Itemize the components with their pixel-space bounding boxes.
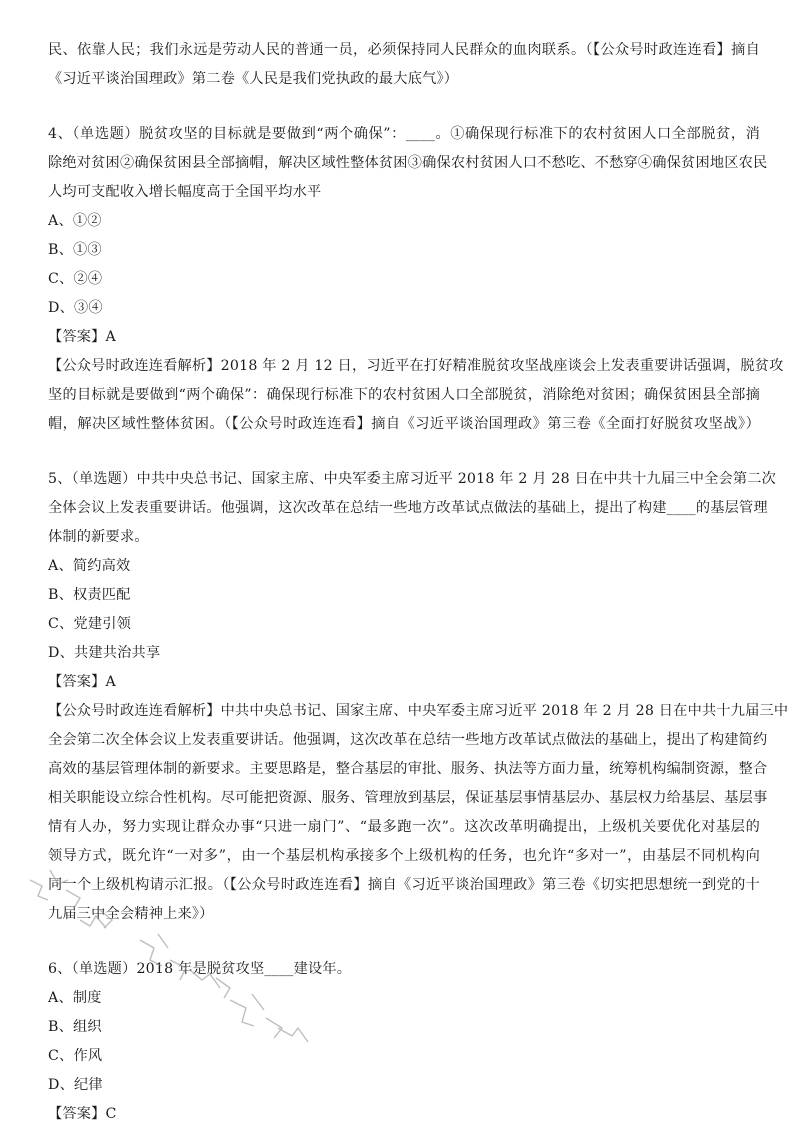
explanation: 情有人办，努力实现让群众办事“只进一扇门”、“最多跑一次”。这次改革明确提出，上级机关要优化对基层的 bbox=[48, 819, 760, 835]
explanation: 九届三中全会精神上来》） bbox=[48, 906, 214, 922]
text-line: 民、依靠人民；我们永远是劳动人民的普通一员，必须保持同人民群众的血肉联系。（【公众号时政连连看】摘自 bbox=[48, 42, 760, 58]
answer: 【答案】C bbox=[48, 1106, 117, 1122]
explanation: 坚的目标就是要做到“两个确保”：确保现行标准下的农村贫困人口全部脱贫，消除绝对贫困；确保贫困县全部摘 bbox=[48, 387, 760, 403]
question-5-stem: 全体会议上发表重要讲话。他强调，这次改革在总结一些地方改革试点做法的基础上，提出了构建____的基层管理 bbox=[48, 500, 768, 516]
explanation: 全会第二次全体会议上发表重要讲话。他强调，这次改革在总结一些地方改革试点做法的基础上，提出了构建简约 bbox=[48, 732, 768, 748]
explanation: 【公众号时政连连看解析】2018 年 2 月 12 日，习近平在打好精准脱贫攻坚战座谈会上发表重要讲话强调，脱贫攻 bbox=[48, 358, 784, 374]
option-d: D、纪律 bbox=[48, 1077, 103, 1093]
option-b: B、权责匹配 bbox=[48, 587, 131, 603]
question-5-stem: 5、（单选题）中共中央总书记、国家主席、中央军委主席习近平 2018 年 2 月 28 日在中共十九届三中全会第二次 bbox=[48, 471, 777, 487]
option-a: A、①② bbox=[48, 213, 102, 229]
explanation: 【公众号时政连连看解析】中共中央总书记、国家主席、中央军委主席习近平 2018 年 2 月 28 日在中共十九届三中 bbox=[48, 703, 789, 719]
explanation: 相关职能设立综合性机构。尽可能把资源、服务、管理放到基层，保证基层事情基层办、基层权力给基层、基层事 bbox=[48, 790, 768, 806]
text-line: 《习近平谈治国理政》第二卷《人民是我们党执政的最大底气》） bbox=[48, 71, 459, 87]
explanation: 领导方式，既允许“一对多”，由一个基层机构承接多个上级机构的任务，也允许“多对一”，由基层不同机构向 bbox=[48, 848, 760, 864]
question-6-stem: 6、（单选题）2018 年是脱贫攻坚____建设年。 bbox=[48, 961, 352, 977]
option-d: D、③④ bbox=[48, 300, 103, 316]
answer: 【答案】A bbox=[48, 329, 116, 345]
explanation: 高效的基层管理体制的新要求。主要思路是，整合基层的审批、服务、执法等方面力量，统筹机构编制资源，整合 bbox=[48, 761, 768, 777]
question-4-stem: 除绝对贫困②确保贫困县全部摘帽，解决区域性整体贫困③确保农村贫困人口不愁吃、不愁穿④确保贫困地区农民 bbox=[48, 155, 768, 171]
option-a: A、简约高效 bbox=[48, 558, 131, 574]
question-5-stem: 体制的新要求。 bbox=[48, 529, 149, 545]
option-b: B、组织 bbox=[48, 1019, 102, 1035]
option-b: B、①③ bbox=[48, 242, 102, 258]
explanation: 同一个上级机构请示汇报。（【公众号时政连连看】摘自《习近平谈治国理政》第三卷《切实把思想统一到党的十 bbox=[48, 877, 760, 893]
answer: 【答案】A bbox=[48, 674, 116, 690]
question-4-stem: 4、（单选题）脱贫攻坚的目标就是要做到“两个确保”：____。①确保现行标准下的农村贫困人口全部脱贫，消 bbox=[48, 126, 760, 142]
option-a: A、制度 bbox=[48, 990, 102, 1006]
explanation: 帽，解决区域性整体贫困。（【公众号时政连连看】摘自《习近平谈治国理政》第三卷《全面打好脱贫攻坚战》） bbox=[48, 416, 760, 432]
question-4-stem: 人均可支配收入增长幅度高于全国平均水平 bbox=[48, 184, 322, 200]
option-c: C、②④ bbox=[48, 271, 103, 287]
option-d: D、共建共治共享 bbox=[48, 645, 161, 661]
option-c: C、作风 bbox=[48, 1048, 103, 1064]
option-c: C、党建引领 bbox=[48, 616, 131, 632]
